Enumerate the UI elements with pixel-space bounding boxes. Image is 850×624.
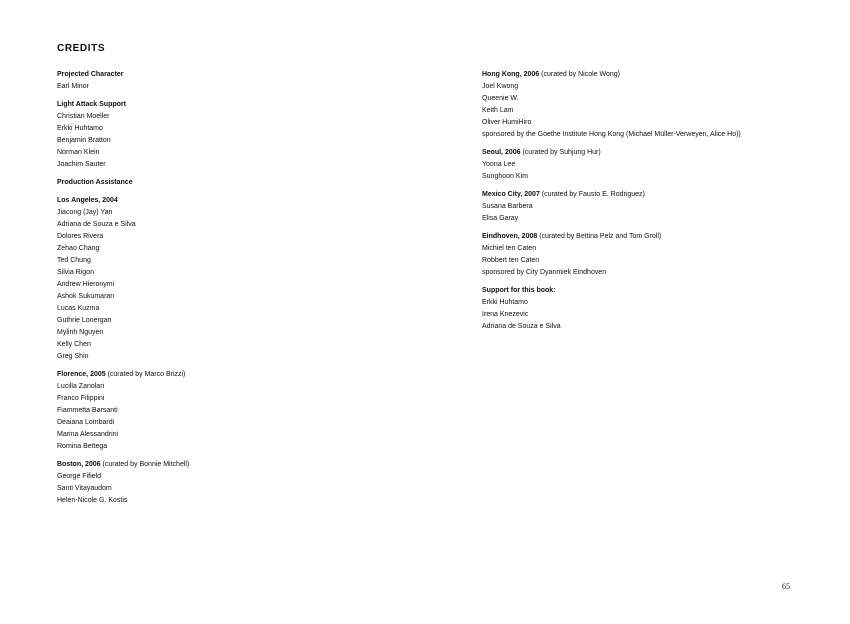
credit-name: Robbert ten Caten — [482, 257, 540, 264]
section-los-angeles — [57, 195, 397, 363]
sponsor-line: sponsored by City Dyanmiek Eindhoven — [482, 269, 607, 276]
credit-name: Michiel ten Caten — [482, 245, 537, 252]
credit-name: Santi Vitayaudom — [57, 485, 112, 492]
section-heading-place: Hong Kong, 2006 — [482, 71, 540, 78]
credit-name: Silvia Rigon — [57, 269, 94, 276]
section-support-for-book — [482, 285, 812, 333]
credit-name: Erkki Huhtamo — [57, 125, 103, 132]
credit-name: Fiammetta Barsanti — [57, 407, 118, 414]
section-heading — [57, 459, 397, 471]
page-number: 65 — [782, 582, 790, 591]
credit-name: Lucas Kuzma — [57, 305, 100, 312]
section-heading-place: Mexico City, 2007 — [482, 191, 540, 198]
credit-name: Joachim Sauter — [57, 161, 106, 168]
section-light-attack-support — [57, 99, 397, 171]
credit-name: Adriana de Souza e Silva — [57, 221, 136, 228]
section-heading-note: (curated by Marco Brizzi) — [105, 371, 186, 378]
section-heading-note: (curated by Suhjung Hur) — [520, 149, 601, 156]
section-heading-place: Seoul, 2006 — [482, 149, 521, 156]
credit-name: Ted Chung — [57, 257, 91, 264]
credit-name: Yoona Lee — [482, 161, 516, 168]
credit-name: Guthrie Lonergan — [57, 317, 112, 324]
credit-name: Irena Knezevic — [482, 311, 529, 318]
section-heading-note: (curated by Bettina Pelz and Tom Groll) — [537, 233, 662, 240]
section-heading-note: (curated by Bonnie Mitchell) — [100, 461, 190, 468]
section-heading — [482, 231, 812, 243]
credit-name: Christian Moeller — [57, 113, 110, 120]
section-seoul — [482, 147, 812, 183]
section-heading — [57, 369, 397, 381]
credits-left-column — [57, 69, 397, 513]
credit-name: Susana Barbera — [482, 203, 533, 210]
credit-name: Sunghoon Kim — [482, 173, 528, 180]
credit-name: Erkki Huhtamo — [482, 299, 528, 306]
credit-name: Greg Shin — [57, 353, 89, 360]
sponsor-line: sponsored by the Goethe Institute Hong Kong (Michael Müller-Verweyen, Alice Ho)) — [482, 131, 741, 138]
credit-name: Kelly Chen — [57, 341, 91, 348]
section-heading — [482, 69, 812, 81]
credit-name: Marina Alessandrini — [57, 431, 119, 438]
section-production-assistance — [57, 177, 397, 189]
section-heading-place: Eindhoven, 2008 — [482, 233, 538, 240]
section-mexico-city — [482, 189, 812, 225]
credit-name: Zehao Chang — [57, 245, 100, 252]
section-florence — [57, 369, 397, 453]
credit-name: Dolores Rivera — [57, 233, 104, 240]
section-hong-kong — [482, 69, 812, 141]
section-heading: Projected Character — [57, 71, 124, 78]
credit-name: Joel Kwong — [482, 83, 519, 90]
section-heading — [482, 189, 812, 201]
section-heading-place: Boston, 2006 — [57, 461, 101, 468]
credit-name: Norman Klein — [57, 149, 100, 156]
credit-name: Mylinh Nguyen — [57, 329, 104, 336]
section-heading-note: (curated by Fausto E. Rodriguez) — [539, 191, 645, 198]
credit-name: Jiacong (Jay) Yan — [57, 209, 113, 216]
section-heading: Los Angeles, 2004 — [57, 197, 118, 204]
credit-name: Benjamin Bratton — [57, 137, 111, 144]
credit-name: Elisa Garay — [482, 215, 519, 222]
credit-name: Queenie W. — [482, 95, 519, 102]
credit-name: Earl Minor — [57, 83, 89, 90]
credit-name: George Fifield — [57, 473, 101, 480]
section-projected-character — [57, 69, 397, 93]
credit-name: Helen-Nicole G. Kostis — [57, 497, 128, 504]
credit-name: Lucilla Zanolari — [57, 383, 105, 390]
section-heading — [482, 147, 812, 159]
section-heading-place: Florence, 2005 — [57, 371, 106, 378]
section-heading: Support for this book: — [482, 287, 556, 294]
credit-name: Ashok Sukumaran — [57, 293, 115, 300]
credits-right-column — [482, 69, 812, 339]
page-title: CREDITS — [57, 43, 106, 54]
credit-name: Romina Bettega — [57, 443, 108, 450]
credit-name: Oliver HumiHiro — [482, 119, 532, 126]
section-heading-note: (curated by Nicole Wong) — [539, 71, 620, 78]
credit-name: Andrew Hieronymi — [57, 281, 115, 288]
section-heading: Light Attack Support — [57, 101, 126, 108]
credit-name: Keith Lam — [482, 107, 514, 114]
credit-name: Adriana de Souza e Silva — [482, 323, 561, 330]
section-boston — [57, 459, 397, 507]
section-eindhoven — [482, 231, 812, 279]
credit-name: Deaiana Lombardi — [57, 419, 115, 426]
section-heading: Production Assistance — [57, 179, 133, 186]
credit-name: Franco Filippini — [57, 395, 105, 402]
